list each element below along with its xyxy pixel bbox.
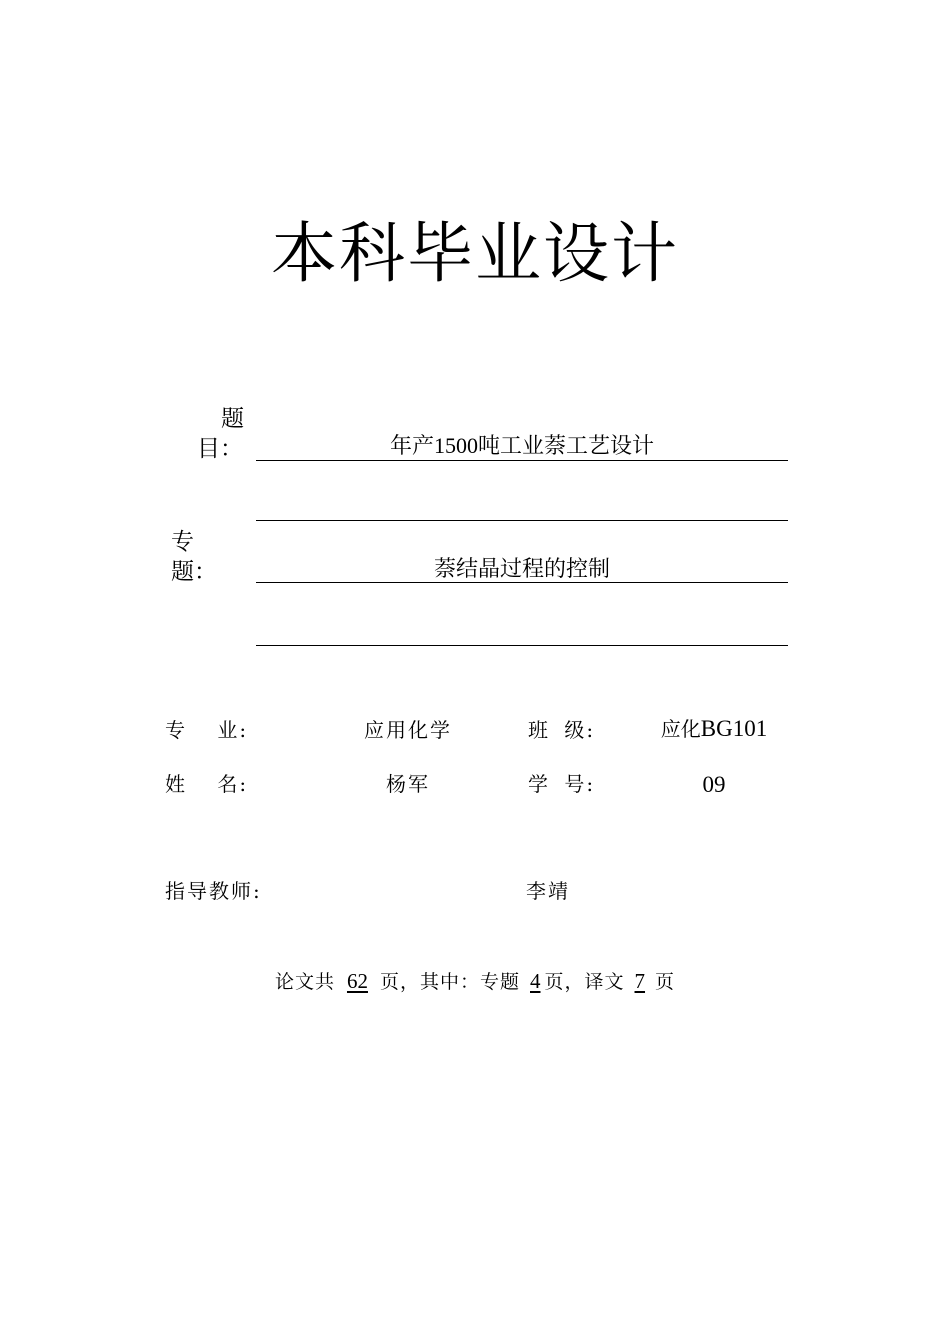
page-count-middle: 页，其中：专题 (379, 971, 520, 993)
title-label-top: 题 (221, 406, 244, 432)
topic-label-bottom: 题： (171, 559, 217, 585)
topic-label-top: 专 (171, 529, 194, 555)
page-count-translation: 页，译文 (544, 971, 625, 993)
page-count-end: 页 (655, 971, 676, 993)
total-pages: 62 (346, 969, 368, 993)
title-underline-2 (256, 520, 788, 521)
thesis-title-number: 1500 (434, 433, 478, 458)
class-value-prefix: 应化 (660, 717, 701, 741)
class-value (640, 716, 788, 742)
student-id-value: 09 (702, 772, 726, 797)
class-label: 班 级: (528, 718, 596, 742)
title-label-bottom: 目： (197, 436, 243, 462)
topic-underline-1 (256, 582, 788, 583)
page-count-line (0, 968, 950, 995)
name-value: 杨军 (386, 772, 430, 796)
page-count-prefix: 论文共 (274, 971, 335, 993)
document-title: 本科毕业设计 (271, 215, 679, 292)
thesis-title-prefix: 年产 (389, 434, 434, 459)
thesis-title-value (256, 432, 788, 461)
class-value-code: BG101 (700, 716, 768, 741)
topic-value: 萘结晶过程的控制 (433, 557, 610, 582)
advisor-label: 指导教师: (165, 879, 262, 903)
advisor-value: 李靖 (526, 879, 570, 903)
title-underline-1 (256, 460, 788, 461)
student-id-label: 学 号: (528, 772, 596, 796)
major-value: 应用化学 (364, 718, 452, 742)
topic-pages: 4 (530, 969, 541, 993)
major-label: 专 业: (165, 718, 249, 742)
translation-pages: 7 (634, 969, 646, 993)
name-label: 姓 名: (165, 772, 249, 796)
thesis-title-suffix: 吨工业萘工艺设计 (478, 434, 655, 459)
topic-underline-2 (256, 645, 788, 646)
